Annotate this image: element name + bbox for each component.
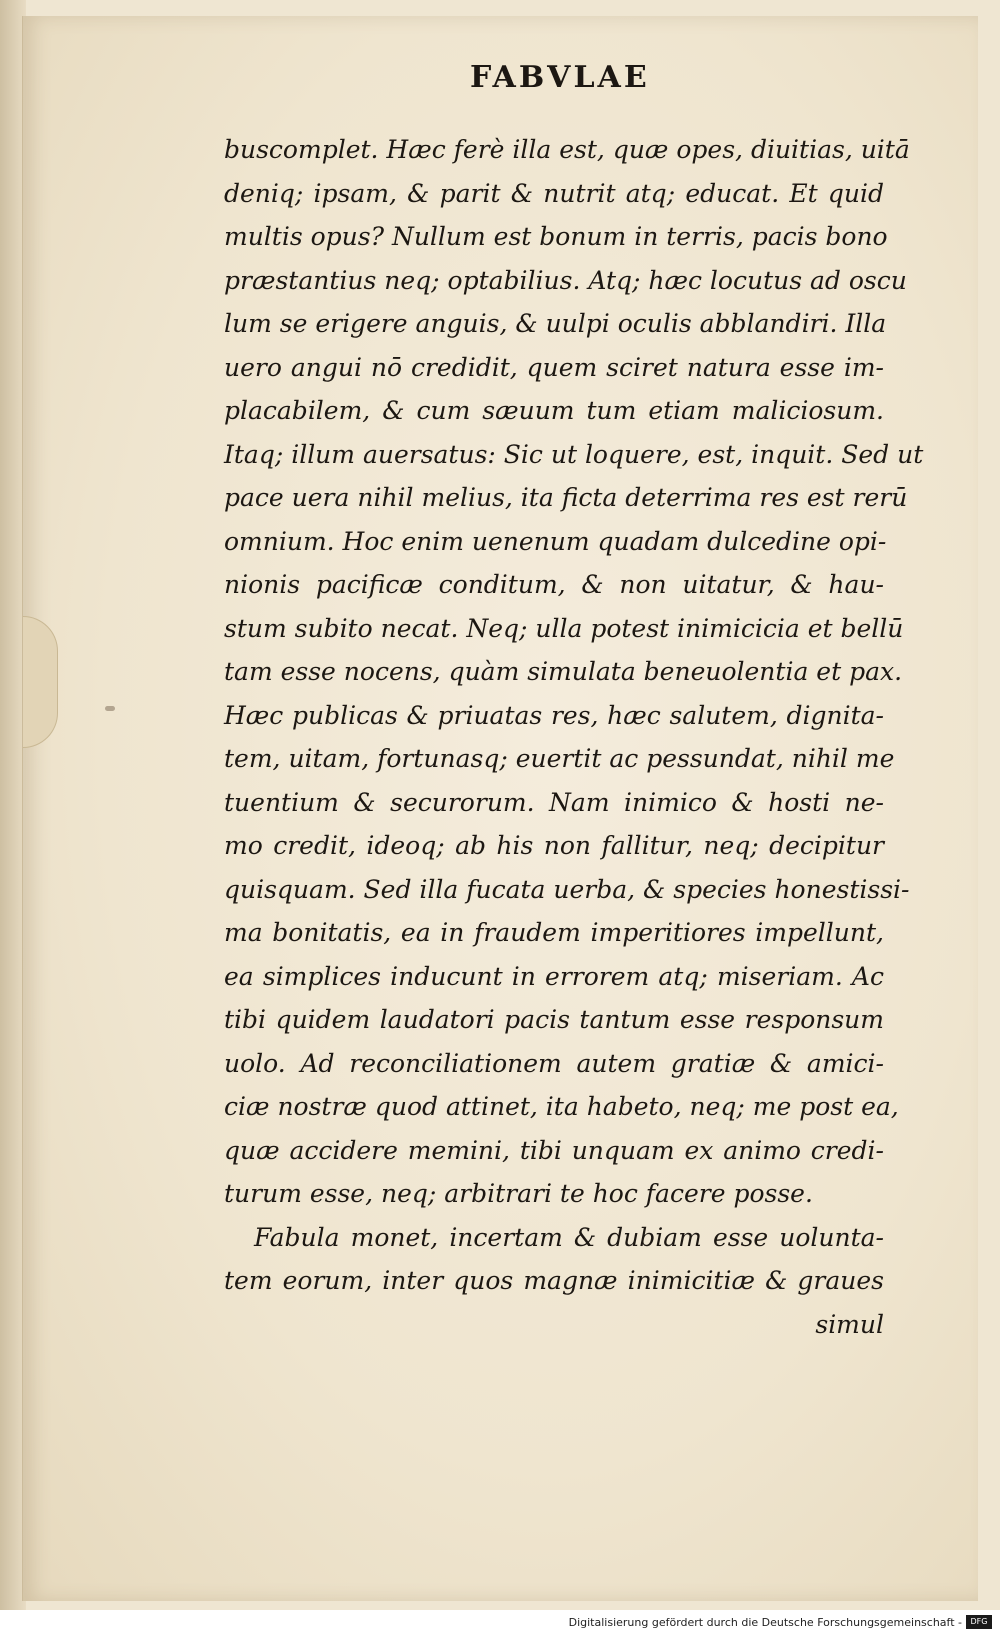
text-line: placabilem, & cum sæuum tum etiam maliciosum. [224, 396, 884, 425]
footer-bar [0, 1610, 1000, 1636]
text-line: lum se erigere anguis, & uulpi oculis abblandiri. Illa [224, 309, 887, 338]
text-line: nionis pacificæ conditum, & non uitatur, & hau- [224, 570, 884, 599]
text-line: ea simplices inducunt in errorem atq; miseriam. Ac [224, 961, 884, 991]
text-line: pace uera nihil melius, ita ficta deterrima res est rerū [224, 483, 908, 512]
text-line: multis opus? Nullum est bonum in terris, pacis bono [224, 222, 888, 251]
funding-credit: Digitalisierung gefördert durch die Deutsche Forschungsgemeinschaft - [568, 1616, 962, 1629]
text-line: stum subito necat. Neq; ulla potest inimicicia et bellū [224, 613, 904, 643]
running-header: FABVLAE [470, 60, 650, 95]
text-line: Fabula monet, incertam & dubiam esse uolunta- [254, 1222, 884, 1252]
ink-speck [105, 706, 115, 711]
text-line: tem, uitam, fortunasq; euertit ac pessundat, nihil me [224, 744, 895, 773]
text-line: ciæ nostræ quod attinet, ita habeto, neq; me post ea, [224, 1092, 899, 1121]
text-line: Hæc publicas & priuatas res, hæc salutem, dignita- [224, 700, 884, 730]
text-line: tem eorum, inter quos magnæ inimicitiæ & graues [224, 1266, 884, 1295]
text-line: mo credit, ideoq; ab his non fallitur, neq; decipitur [224, 831, 884, 860]
dfg-logo-badge: DFG [966, 1615, 992, 1629]
text-line: ma bonitatis, ea in fraudem imperitiores impellunt, [224, 918, 884, 947]
body-text [224, 128, 924, 1346]
text-line: uero angui nō credidit, quem sciret natura esse im- [224, 352, 884, 382]
text-line: uolo. Ad reconciliationem autem gratiæ & amici- [224, 1048, 884, 1078]
text-line: Itaq; illum auersatus: Sic ut loquere, est, inquit. Sed ut [224, 439, 924, 469]
text-line: omnium. Hoc enim uenenum quadam dulcedine opi- [224, 526, 887, 556]
text-line: quæ accidere memini, tibi unquam ex animo credi- [224, 1135, 884, 1165]
text-line: præstantius neq; optabilius. Atq; hæc locutus ad oscu [224, 265, 907, 295]
text-line: tuentium & securorum. Nam inimico & hosti ne- [224, 787, 884, 817]
text-line: quisquam. Sed illa fucata uerba, & species honestissi- [224, 874, 910, 904]
text-line: turum esse, neq; arbitrari te hoc facere posse. [224, 1179, 813, 1208]
page-fold-tab [23, 616, 58, 748]
text-line: tibi quidem laudatori pacis tantum esse responsum [224, 1005, 884, 1034]
text-line: tam esse nocens, quàm simulata beneuolentia et pax. [224, 657, 903, 686]
text-line: buscomplet. Hæc ferè illa est, quæ opes, diuitias, uitā [224, 135, 910, 164]
catchword: simul [815, 1309, 884, 1339]
text-line: deniq; ipsam, & parit & nutrit atq; educat. Et quid [224, 178, 884, 208]
